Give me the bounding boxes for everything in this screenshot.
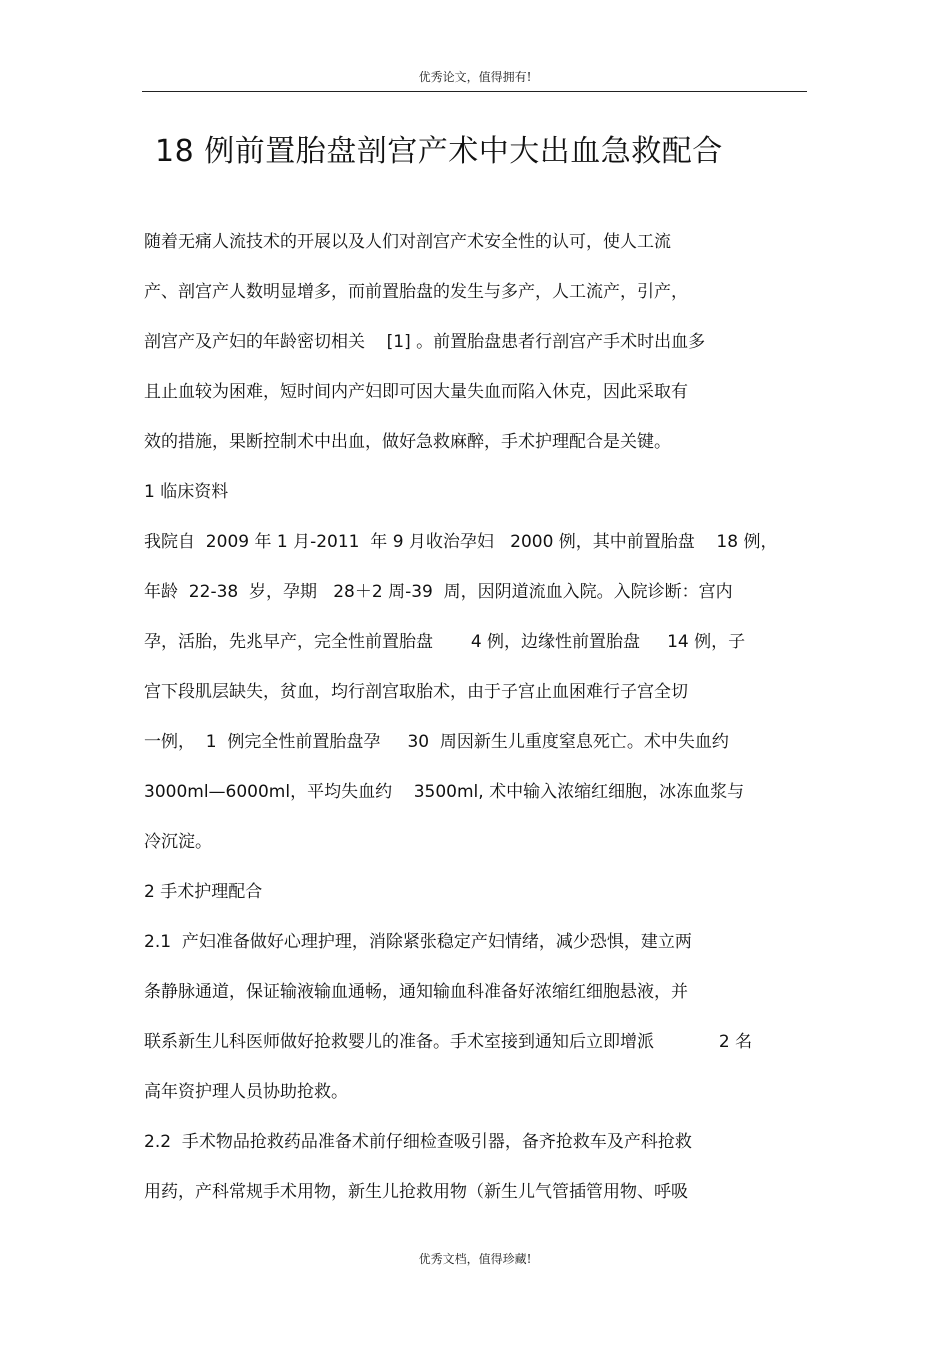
body-line: 宫下段肌层缺失，贫血，均行剖宫取胎术，由于子宫止血困难行子宫全切 [144, 682, 688, 702]
page-header: 优秀论文，值得拥有! [418, 70, 532, 84]
body-line: 且止血较为困难，短时间内产妇即可因大量失血而陷入休克，因此采取有 [144, 382, 688, 402]
page-footer: 优秀文档，值得珍藏! [418, 1252, 532, 1266]
section-heading-1: 1 临床资料 [144, 482, 229, 502]
header-divider [142, 91, 807, 92]
body-line: 年龄 22-38 岁，孕期 28＋2 周-39 周，因阴道流血入院。入院诊断：宫内 [144, 582, 733, 602]
body-line: 冷沉淀。 [144, 832, 212, 852]
body-line: 高年资护理人员协助抢救。 [144, 1082, 348, 1102]
body-line: 2.1 产妇准备做好心理护理，消除紧张稳定产妇情绪，减少恐惧，建立两 [144, 932, 692, 952]
body-line: 随着无痛人流技术的开展以及人们对剖宫产术安全性的认可，使人工流 [144, 232, 671, 252]
body-line: 一例， 1 例完全性前置胎盘孕 30 周因新生儿重度窒息死亡。术中失血约 [144, 732, 729, 752]
body-line: 用药，产科常规手术用物，新生儿抢救用物（新生儿气管插管用物、呼吸 [144, 1182, 688, 1202]
body-line: 条静脉通道，保证输液输血通畅，通知输血科准备好浓缩红细胞悬液，并 [144, 982, 688, 1002]
body-line: 孕，活胎，先兆早产，完全性前置胎盘 4 例，边缘性前置胎盘 14 例，子 [144, 632, 746, 652]
body-line: 我院自 2009 年 1 月-2011 年 9 月收治孕妇 2000 例，其中前置胎盘 18 例， [144, 532, 778, 552]
document-title: 18 例前置胎盘剖宫产术中大出血急救配合 [155, 134, 723, 169]
body-line: 产、剖宫产人数明显增多，而前置胎盘的发生与多产，人工流产，引产， [144, 282, 688, 302]
body-line: 联系新生儿科医师做好抢救婴儿的准备。手术室接到通知后立即增派 2 名 [144, 1032, 753, 1052]
body-line: 剖宫产及产妇的年龄密切相关 [1] 。前置胎盘患者行剖宫产手术时出血多 [144, 332, 706, 352]
body-line: 效的措施，果断控制术中出血，做好急救麻醉，手术护理配合是关键。 [144, 432, 671, 452]
body-line: 2.2 手术物品抢救药品准备术前仔细检查吸引器，备齐抢救车及产科抢救 [144, 1132, 692, 1152]
body-line: 3000ml—6000ml，平均失血约 3500ml, 术中输入浓缩红细胞，冰冻血浆与 [144, 782, 745, 802]
section-heading-2: 2 手术护理配合 [144, 882, 263, 902]
